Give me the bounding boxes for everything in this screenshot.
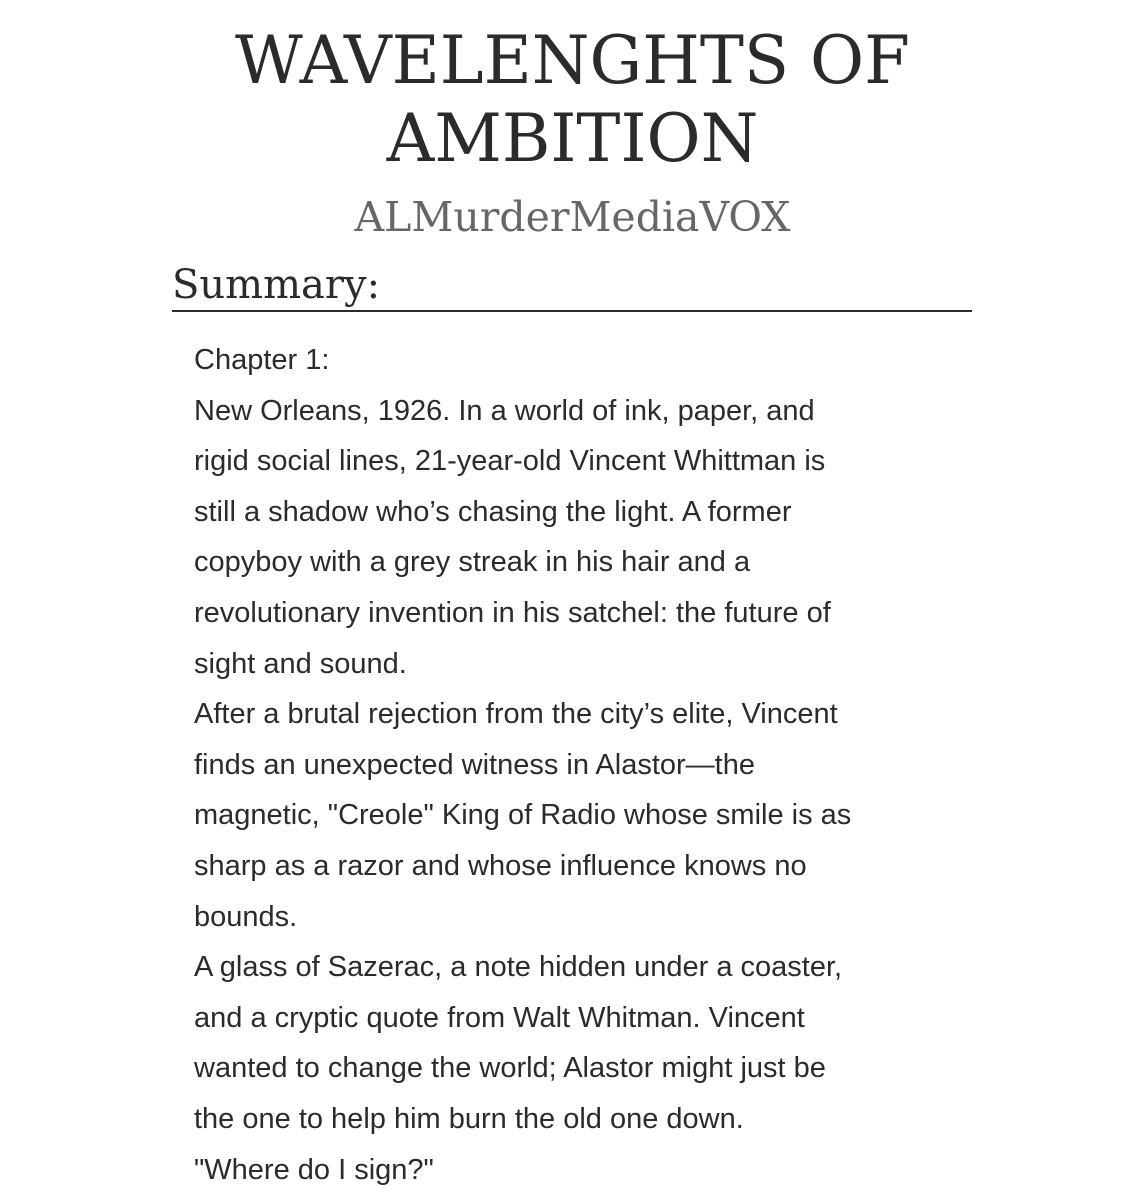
work-title-block [0,22,1145,178]
summary-line: the one to help him burn the old one down. [194,1102,744,1135]
summary-line: bounds. [194,900,298,933]
summary-line: sharp as a razor and whose influence knows no [194,849,807,882]
summary-line: sight and sound. [194,647,407,680]
work-title-line-1: WAVELENGHTS OF [235,22,910,99]
work-title-line-2: AMBITION [386,100,759,177]
summary-line: magnetic, "Creole" King of Radio whose smile is as [194,799,852,832]
summary-line: and a cryptic quote from Walt Whitman. Vincent [194,1001,805,1034]
summary-line: A glass of Sazerac, a note hidden under a coaster, [194,951,843,984]
summary-line: wanted to change the world; Alastor might just be [194,1052,826,1085]
summary-line: revolutionary invention in his satchel: the future of [194,596,831,629]
summary-line: rigid social lines, 21-year-old Vincent Whittman is [194,445,826,478]
summary-text [194,335,984,1195]
summary-line: After a brutal rejection from the city’s elite, Vincent [194,698,838,731]
summary-line: finds an unexpected witness in Alastor—the [194,748,755,781]
summary-line: "Where do I sign?" [194,1153,434,1186]
summary-line: New Orleans, 1926. In a world of ink, paper, and [194,394,815,427]
work-title [0,22,1145,178]
author-name[interactable]: ALMurderMediaVOX [354,193,791,241]
summary-heading: Summary: [172,260,972,312]
summary-line: still a shadow who’s chasing the light. A former [194,495,792,528]
summary-line: copyboy with a grey streak in his hair and a [194,546,751,579]
summary-line: Chapter 1: [194,344,330,376]
